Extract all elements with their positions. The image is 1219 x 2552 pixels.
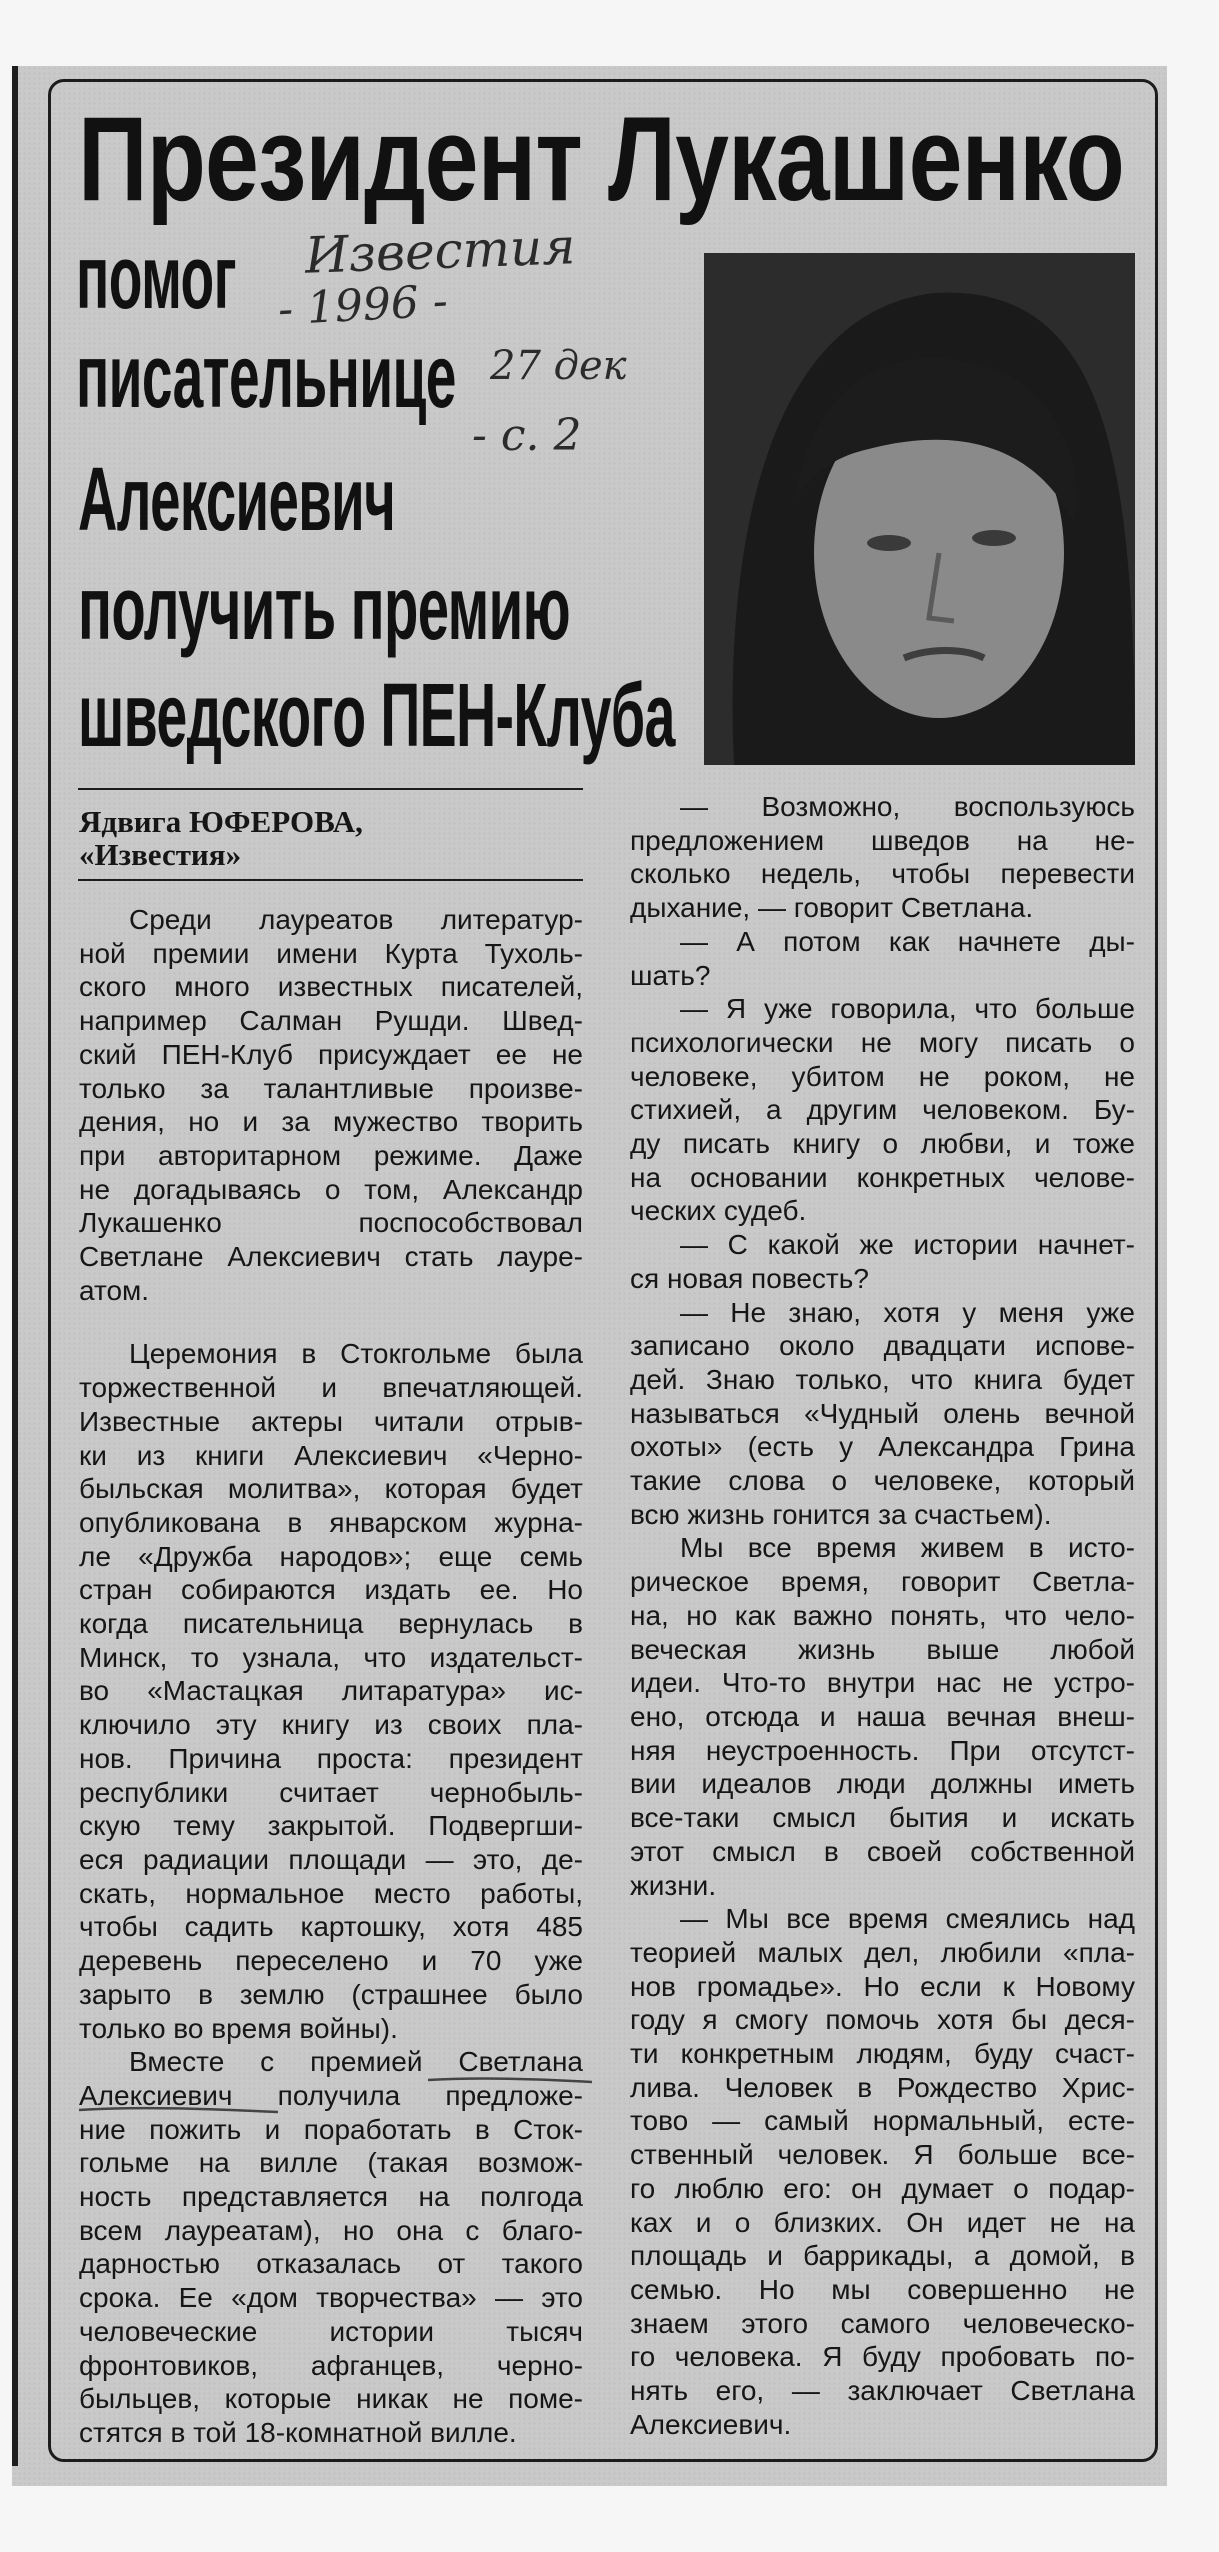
text-line: — Я уже говорила, что больше <box>680 993 1135 1025</box>
text-line: человеческие истории тысяч <box>79 2315 583 2347</box>
text-line: идеи. Что-то внутри нас не устро- <box>630 1667 1135 1699</box>
text-line: дей. Знаю только, что книга будет <box>630 1363 1135 1395</box>
headline-title: Президент Лукашенко <box>78 92 1124 226</box>
text-line: все-таки смысл бытия и искать <box>630 1802 1135 1834</box>
text-line: веческая жизнь выше любой <box>630 1633 1135 1665</box>
text-line: семью. Но мы совершенно не <box>630 2273 1135 2305</box>
text-line: Вместе с премией Светлана <box>129 2046 583 2078</box>
text-line: Алексиевич получила предложе- <box>79 2079 583 2111</box>
text-line: не догадываясь о том, Александр <box>79 1173 583 1205</box>
headline-line: шведского ПЕН-Клуба <box>78 666 675 766</box>
text-line: республики считает чернобыль- <box>79 1776 583 1808</box>
handwritten-publication: Известия <box>304 217 577 285</box>
text-line: ся новая повесть? <box>630 1262 869 1294</box>
text-line: например Салман Рушди. Швед- <box>79 1005 583 1037</box>
paragraph <box>630 925 1135 992</box>
text-line: быльцев, которые никак не поме- <box>79 2383 583 2415</box>
text-line: нов. Причина проста: президент <box>79 1742 583 1774</box>
paragraph <box>630 1296 1135 1532</box>
text-line: только во время войны). <box>79 2012 398 2044</box>
text-line: — С какой же истории начнет- <box>680 1229 1135 1261</box>
text-line: во «Мастацкая литаратура» ис- <box>79 1675 583 1707</box>
clipping-edge <box>12 66 18 2466</box>
text-line: — Возможно, воспользуюсь <box>680 791 1135 822</box>
text-line: шать? <box>630 959 711 991</box>
text-line: ние пожить и поработать в Сток- <box>79 2113 583 2145</box>
text-line: только за талантливые произве- <box>79 1072 583 1104</box>
text-line: знаем этого самого человеческо- <box>630 2307 1135 2339</box>
text-line: называться «Чудный олень вечной <box>630 1397 1135 1429</box>
text-line: ной премии имени Курта Тухоль- <box>79 937 583 969</box>
paragraph <box>79 903 583 1307</box>
text-line: когда писательница вернулась в <box>79 1608 583 1640</box>
text-line: площадь и баррикады, а домой, в <box>630 2240 1135 2272</box>
text-line: няя неустроенность. При отсутст- <box>630 1734 1135 1766</box>
text-line: дения, но и за мужество творить <box>79 1106 583 1138</box>
article-column-right <box>630 790 1135 2441</box>
paragraph <box>79 2045 583 2449</box>
text-line: — Не знаю, хотя у меня уже <box>680 1296 1135 1328</box>
text-line: скую тему закрытой. Подвергши- <box>79 1810 583 1842</box>
text-line: ду писать книгу о любви, и тоже <box>630 1128 1135 1160</box>
author-name: Ядвига ЮФЕРОВА, <box>79 804 363 839</box>
text-line: Мы все время живем в исто- <box>680 1532 1135 1564</box>
handwritten-page: - с. 2 <box>472 410 582 461</box>
author-photo <box>704 253 1135 765</box>
text-line: Лукашенко поспособствовал <box>79 1207 583 1239</box>
paragraph <box>630 1902 1135 2441</box>
text-line: нов громадье». Но если к Новому <box>630 1970 1135 2002</box>
text-line: предложением шведов на не- <box>630 824 1135 856</box>
text-line: быльская молитва», которая будет <box>79 1473 583 1505</box>
text-line: опубликована в январском журна- <box>79 1506 583 1538</box>
text-line: ственный человек. Я больше все- <box>630 2139 1135 2171</box>
text-line: атом. <box>79 1274 150 1306</box>
text-line: лива. Человек в Рождество Хрис- <box>630 2071 1135 2103</box>
text-line: ческих судеб. <box>630 1195 807 1227</box>
text-line: Среди лауреатов литератур- <box>129 904 583 935</box>
byline-top-rule <box>78 788 583 790</box>
byline <box>79 805 363 871</box>
text-line: ключило эту книгу из своих пла- <box>79 1709 583 1741</box>
text-line: при авторитарном режиме. Даже <box>79 1139 583 1171</box>
handwritten-year: - 1996 - <box>276 275 449 336</box>
text-line: записано около двадцати испове- <box>630 1330 1135 1362</box>
text-line: ность представляется на полгода <box>79 2181 583 2213</box>
text-line: зарыто в землю (страшнее было <box>79 1978 583 2010</box>
text-line: скать, нормальное место работы, <box>79 1877 583 1909</box>
text-line: на основании конкретных челове- <box>630 1161 1135 1193</box>
text-line: Церемония в Стокгольме была <box>129 1338 583 1370</box>
paragraph <box>630 1531 1135 1902</box>
text-line: стятся в той 18-комнатной вилле. <box>79 2416 517 2448</box>
text-line: Алексиевич. <box>630 2408 792 2440</box>
paragraph <box>630 992 1135 1228</box>
byline-bottom-rule <box>78 879 583 881</box>
text-line: стран собираются издать ее. Но <box>79 1574 583 1606</box>
paragraph <box>630 790 1135 925</box>
text-line: нять его, — заключает Светлана <box>630 2375 1135 2407</box>
text-line: этот смысл в своей собственной <box>630 1835 1135 1867</box>
handwritten-date: 27 дек <box>490 343 627 389</box>
text-line: психологически не могу писать о <box>630 1026 1135 1058</box>
text-line: торжественной и впечатляющей. <box>79 1372 583 1404</box>
text-line: — Мы все время смеялись над <box>680 1903 1135 1935</box>
text-line: ти конкретным людям, буду счаст- <box>630 2038 1135 2070</box>
text-line: рическое время, говорит Светла- <box>630 1566 1135 1598</box>
text-line: такие слова о человеке, который <box>630 1465 1135 1497</box>
text-line: Светлане Алексиевич стать лауре- <box>79 1241 583 1273</box>
paragraph <box>630 1228 1135 1295</box>
text-line: дарностью отказалась от такого <box>79 2248 583 2280</box>
text-line: году я смогу помочь хотя бы деся- <box>630 2004 1135 2036</box>
author-outlet: «Известия» <box>79 837 242 872</box>
text-line: охоты» (есть у Александра Грина <box>630 1431 1135 1463</box>
text-line: го люблю его: он думает о подар- <box>630 2172 1135 2204</box>
paragraph <box>79 1337 583 2045</box>
headline-line: Алексиевич <box>78 450 396 550</box>
text-line: на, но как важно понять, что чело- <box>630 1599 1135 1631</box>
text-line: стихией, а другим человеком. Бу- <box>630 1094 1135 1126</box>
text-line: срока. Ее «дом творчества» — это <box>79 2282 583 2314</box>
text-line: ено, отсюда и наша вечная внеш- <box>630 1700 1135 1732</box>
text-line: ки из книги Алексиевич «Черно- <box>79 1439 583 1471</box>
text-line: деревень переселено и 70 уже <box>79 1945 583 1977</box>
article-column-left <box>79 903 583 2450</box>
text-line: дыхание, — говорит Светлана. <box>630 892 1034 924</box>
text-line: всю жизнь гонится за счастьем). <box>630 1498 1052 1530</box>
text-line: — А потом как начнете ды- <box>680 925 1135 957</box>
text-line: ле «Дружба народов»; еще семь <box>79 1540 583 1572</box>
text-line: тово — самый нормальный, есте- <box>630 2105 1135 2137</box>
text-line: еся радиации площади — это, де- <box>79 1843 583 1875</box>
text-line: чтобы садить картошку, хотя 485 <box>79 1911 583 1943</box>
text-line: ский ПЕН-Клуб присуждает ее не <box>79 1038 583 1070</box>
text-line: всем лауреатам), но она с благо- <box>79 2214 583 2246</box>
text-line: ского много известных писателей, <box>79 971 583 1003</box>
text-line: жизни. <box>630 1869 717 1901</box>
text-line: го человека. Я буду пробовать по- <box>630 2341 1135 2373</box>
text-line: Минск, то узнала, что издательст- <box>79 1641 583 1673</box>
text-line: фронтовиков, афганцев, черно- <box>79 2349 583 2381</box>
text-line: ках и о близких. Он идет не на <box>630 2206 1135 2238</box>
portrait-image <box>704 253 1135 765</box>
text-line: человеке, убитом не роком, не <box>630 1060 1135 1092</box>
text-line: сколько недель, чтобы перевести <box>630 858 1135 890</box>
headline-line: получить премию <box>78 559 571 659</box>
headline-line: помог <box>76 228 237 328</box>
headline-line: писательнице <box>76 327 456 427</box>
text-line: Известные актеры читали отрыв- <box>79 1405 583 1437</box>
text-line: теорией малых дел, любили «пла- <box>630 1936 1135 1968</box>
text-line: вии идеалов люди должны иметь <box>630 1768 1135 1800</box>
text-line: гольме на вилле (такая возмож- <box>79 2147 583 2179</box>
